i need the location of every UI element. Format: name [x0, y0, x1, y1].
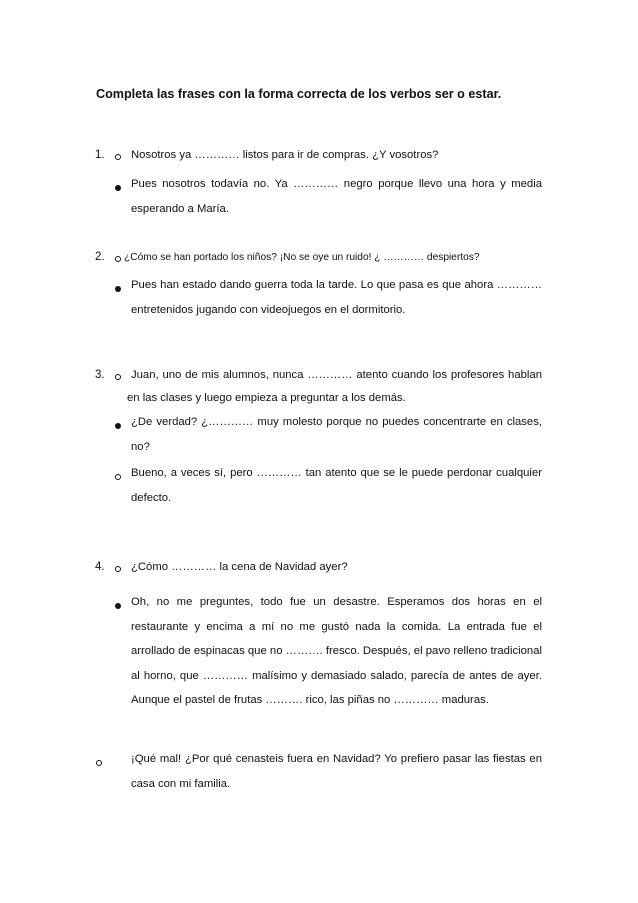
open-bullet-icon	[96, 760, 102, 766]
open-bullet-icon	[115, 566, 121, 572]
exercise-number-3: 3.	[95, 369, 105, 381]
worksheet-title: Completa las frases con la forma correcta de los verbos ser o estar.	[96, 87, 502, 101]
exercise-3-line-2: en las clases y luego empieza a preguntar a los demás.	[127, 392, 406, 404]
open-bullet-icon	[115, 256, 121, 262]
exercise-3-line-1: Juan, uno de mis alumnos, nunca ………… atento cuando los profesores hablan	[131, 369, 542, 381]
exercise-3-line-3: ¿De verdad? ¿………… muy molesto porque no puedes concentrarte en clases, no?	[131, 416, 542, 453]
filled-bullet-icon	[115, 423, 121, 429]
exercise-2-line-2: Pues han estado dando guerra toda la tarde. Lo que pasa es que ahora …………entretenidos jugando con videojuegos en el dormitorio.	[131, 279, 542, 316]
exercise-4-line-2: Oh, no me preguntes, todo fue un desastre. Esperamos dos horas en el restaurante y encima a mí no me gustó nada la comida. La entrada fue el arrollado de espinacas que no ………. fresco. Después, el pavo relleno tradicional al horno, que ………… malísimo y demasiado salado, parecía de antes de ayer. Aunque el pastel de frutas ………. rico, las piñas no ………… maduras.	[131, 596, 542, 706]
exercise-number-2: 2.	[95, 251, 105, 263]
exercise-4-line-3: ¡Qué mal! ¿Por qué cenasteis fuera en Navidad? Yo prefiero pasar las fiestas en casa con mi familia.	[131, 753, 542, 790]
open-bullet-icon	[115, 474, 121, 480]
exercise-number-4: 4.	[95, 561, 105, 573]
exercise-1-line-1: Nosotros ya ………… listos para ir de compras. ¿Y vosotros?	[131, 149, 439, 161]
exercise-1-line-2: Pues nosotros todavía no. Ya ………… negro porque llevo una hora y media esperando a María.	[131, 178, 542, 215]
open-bullet-icon	[115, 374, 121, 380]
filled-bullet-icon	[115, 185, 121, 191]
exercise-4-line-1: ¿Cómo ………… la cena de Navidad ayer?	[131, 561, 348, 573]
open-bullet-icon	[115, 154, 121, 160]
exercise-2-line-1: ¿Cómo se han portado los niños? ¡No se oye un ruido! ¿ ………… despiertos?	[124, 252, 480, 263]
filled-bullet-icon	[115, 603, 121, 609]
filled-bullet-icon	[115, 286, 121, 292]
exercise-3-line-4: Bueno, a veces sí, pero ………… tan atento que se le puede perdonar cualquier defecto.	[131, 467, 542, 504]
exercise-number-1: 1.	[95, 149, 105, 161]
